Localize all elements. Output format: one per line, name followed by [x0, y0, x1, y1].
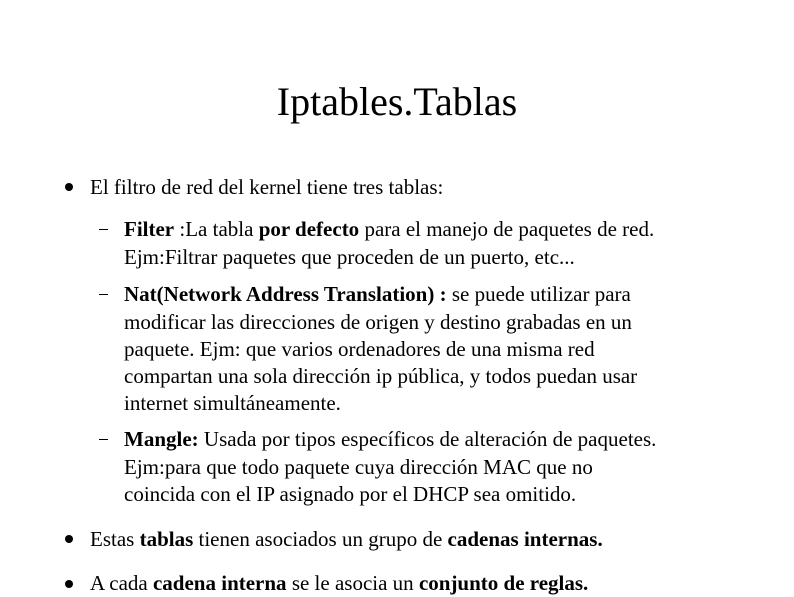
nat-line-3: paquete. Ejm: que varios ordenadores de una misma red [124, 337, 595, 361]
mangle-term: Mangle: [124, 427, 199, 451]
dash-icon [99, 439, 108, 440]
filter-text-a: :La tabla [174, 217, 259, 241]
dash-icon [99, 294, 108, 295]
filter-line-2: Ejm:Filtrar paquetes que proceden de un puerto, etc... [124, 245, 575, 269]
bullet-icon [65, 535, 73, 543]
bullet2-c: tienen asociados un grupo de [193, 527, 448, 551]
bullet2-text [90, 525, 603, 553]
nat-text: se puede utilizar para [446, 282, 631, 306]
bullet3-a: A cada [90, 571, 153, 595]
bullet2-a: Estas [90, 527, 140, 551]
bullet3-b: cadena interna [152, 571, 287, 595]
mangle-text: Usada por tipos específicos de alteración de paquetes. [198, 427, 657, 451]
nat-line-5: internet simultáneamente. [124, 391, 341, 415]
bullet2-b: tablas [139, 527, 194, 551]
filter-emphasis: por defecto [258, 217, 360, 241]
mangle-line-2: Ejm:para que todo paquete cuya dirección MAC que no [124, 455, 593, 479]
bullet3-c: se le asocia un [286, 571, 419, 595]
bullet3-text [90, 569, 588, 597]
nat-line-2: modificar las direcciones de origen y destino grabadas en un [124, 310, 632, 334]
mangle-line-1 [124, 425, 656, 453]
bullet-icon [65, 580, 73, 588]
bullet-icon [65, 183, 73, 191]
slide-title: Iptables.Tablas [276, 79, 518, 124]
mangle-line-3: coincida con el IP asignado por el DHCP sea omitido. [124, 482, 577, 506]
nat-term: Nat(Network Address Translation) : [124, 282, 447, 306]
nat-line-1 [124, 280, 631, 308]
bullet2-d: cadenas internas. [447, 527, 603, 551]
nat-line-4: compartan una sola dirección ip pública, y todos puedan usar [124, 364, 638, 388]
filter-line-1 [124, 215, 654, 243]
intro-text: El filtro de red del kernel tiene tres tablas: [90, 175, 444, 199]
dash-icon [99, 229, 108, 230]
filter-text-c: para el manejo de paquetes de red. [359, 217, 655, 241]
bullet3-d: conjunto de reglas. [418, 571, 589, 595]
filter-term: Filter [124, 217, 175, 241]
